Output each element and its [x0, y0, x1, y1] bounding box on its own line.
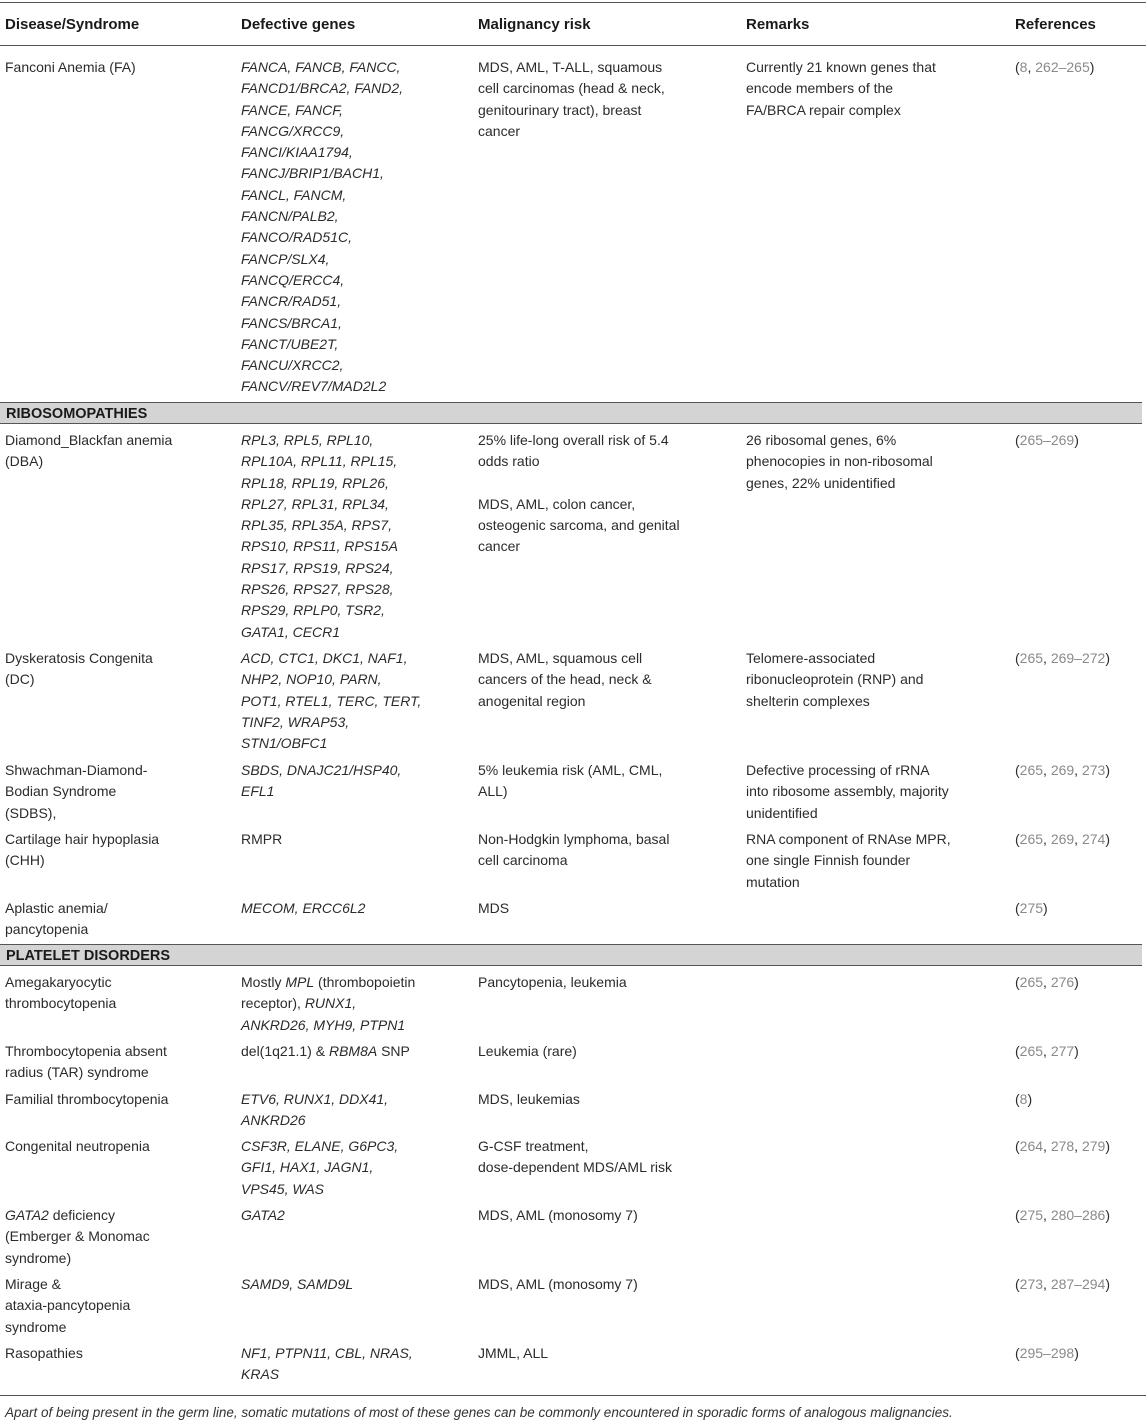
- table-footnote: Apart of being present in the germ line, somatic mutations of most of these genes can be commonly encountered in sporadic forms of analogous malignancies.: [5, 1405, 953, 1420]
- genes-line: [241, 972, 466, 993]
- reference-link[interactable]: 265: [1019, 974, 1044, 990]
- remarks-line: one single Finnish founder: [746, 852, 911, 869]
- references-cell: (264, 278, 279): [1015, 1138, 1110, 1154]
- genes-cell: [241, 57, 466, 398]
- genes-line: FANCO/RAD51C,: [241, 229, 352, 246]
- risk-line: MDS, AML (monosomy 7): [478, 1207, 638, 1223]
- reference-link[interactable]: 277: [1050, 1043, 1075, 1059]
- risk-cell: [478, 760, 733, 803]
- remarks-cell: [746, 829, 1001, 893]
- genes-line: FANCJ/BRIP1/BACH1,: [241, 165, 384, 182]
- genes-line: ETV6, RUNX1, DDX41,: [241, 1091, 389, 1107]
- risk-cell: [478, 1136, 733, 1179]
- ref-paren: ): [1027, 1091, 1033, 1107]
- genes-line: RPS17, RPS19, RPS24,: [241, 559, 394, 576]
- genes-line: STN1/OBFC1: [241, 735, 328, 752]
- disease-segment: (Emberger & Monomac: [5, 1228, 150, 1245]
- ref-paren: (: [1015, 650, 1020, 666]
- disease-line: ataxia-pancytopenia: [5, 1297, 131, 1314]
- disease-cell: [5, 898, 230, 941]
- disease-line: Bodian Syndrome: [5, 783, 117, 800]
- genes-cell: [241, 829, 466, 850]
- reference-link[interactable]: 262–265: [1035, 59, 1090, 75]
- remarks-line: 26 ribosomal genes, 6%: [746, 432, 897, 448]
- remarks-line: Currently 21 known genes that: [746, 59, 936, 75]
- disease-cell: [5, 1205, 230, 1269]
- genes-line: RPS29, RPLP0, TSR2,: [241, 602, 385, 619]
- risk-cell: [478, 1089, 733, 1110]
- reference-link[interactable]: 280–286: [1050, 1207, 1106, 1223]
- disease-line: [5, 1226, 230, 1247]
- genes-line: MECOM, ERCC6L2: [241, 900, 366, 916]
- disease-line: Cartilage hair hypoplasia: [5, 831, 160, 847]
- genes-segment: RUNX1,: [304, 995, 357, 1012]
- risk-cell: [478, 1343, 733, 1364]
- references-cell: (265, 269–272): [1015, 650, 1110, 666]
- disease-cell: [5, 760, 230, 824]
- references-cell: (265, 269, 274): [1015, 831, 1110, 847]
- risk-line: genitourinary tract), breast: [478, 101, 642, 118]
- risk-line: MDS, AML, squamous cell: [478, 650, 643, 666]
- remarks-line: genes, 22% unidentified: [746, 474, 896, 491]
- genes-line: RMPR: [241, 831, 283, 847]
- reference-link[interactable]: 8: [1019, 59, 1028, 75]
- ref-paren: (: [1015, 1043, 1020, 1059]
- header-risk: Malignancy risk: [478, 16, 591, 33]
- reference-link[interactable]: 269–272: [1050, 650, 1106, 666]
- references-cell: (8, 262–265): [1015, 59, 1095, 75]
- reference-link[interactable]: 265: [1019, 831, 1044, 847]
- genes-segment: MPL: [285, 974, 315, 990]
- genes-cell: [241, 1343, 466, 1386]
- ref-paren: (: [1015, 1276, 1020, 1292]
- genes-line: [241, 1015, 466, 1036]
- disease-cell: [5, 1343, 230, 1364]
- risk-line: Non-Hodgkin lymphoma, basal: [478, 831, 670, 847]
- genes-line: GFI1, HAX1, JAGN1,: [241, 1159, 374, 1176]
- genes-cell: [241, 1136, 466, 1200]
- disease-line: Fanconi Anemia (FA): [5, 59, 136, 75]
- risk-line: anogenital region: [478, 692, 586, 709]
- disease-line: Congenital neutropenia: [5, 1138, 150, 1154]
- remarks-cell: [746, 430, 1001, 494]
- references-cell: [1015, 430, 1145, 451]
- ref-paren: ): [1074, 1043, 1079, 1059]
- risk-cell: [478, 1041, 733, 1062]
- genes-line: FANCR/RAD51,: [241, 293, 342, 310]
- reference-link[interactable]: 278: [1050, 1138, 1075, 1154]
- risk-line: cancer: [478, 122, 521, 139]
- disease-cell: [5, 1274, 230, 1338]
- risk-cell: [478, 829, 733, 872]
- genes-cell: [241, 1089, 466, 1132]
- disease-cell: [5, 829, 230, 872]
- disease-line: pancytopenia: [5, 921, 89, 938]
- ref-paren: ): [1105, 831, 1110, 847]
- genes-line: RPS10, RPS11, RPS15A: [241, 538, 398, 555]
- disease-segment: GATA2: [5, 1207, 49, 1223]
- genes-segment: (thrombopoietin: [314, 974, 416, 990]
- references-cell: (275, 280–286): [1015, 1207, 1110, 1223]
- ref-paren: ): [1089, 59, 1095, 75]
- references-cell: (265, 269, 273): [1015, 762, 1110, 778]
- section-ribosomopathies: RIBOSOMOPATHIES: [0, 402, 1142, 424]
- ref-paren: (: [1015, 831, 1020, 847]
- reference-link[interactable]: 269: [1050, 762, 1075, 778]
- risk-line: JMML, ALL: [478, 1345, 549, 1361]
- remarks-line: into ribosome assembly, majority: [746, 783, 949, 800]
- risk-gap: [478, 473, 733, 494]
- references-cell: [1015, 898, 1145, 919]
- disease-line: [5, 1205, 230, 1226]
- disease-cell: [5, 57, 230, 78]
- disease-segment: deficiency: [48, 1207, 115, 1223]
- risk-cell: [478, 648, 733, 712]
- genes-line: GATA2: [241, 1207, 285, 1223]
- genes-cell: [241, 648, 466, 754]
- risk-line: 25% life-long overall risk of 5.4: [478, 432, 669, 448]
- genes-line: POT1, RTEL1, TERC, TERT,: [241, 692, 422, 709]
- references-cell: [1015, 1343, 1145, 1364]
- disease-line: Familial thrombocytopenia: [5, 1091, 169, 1107]
- genes-line: [241, 1041, 466, 1062]
- risk-line: MDS, AML (monosomy 7): [478, 1276, 638, 1292]
- ref-paren: (: [1015, 432, 1020, 448]
- disease-line: Rasopathies: [5, 1345, 83, 1361]
- disease-line: (DC): [5, 671, 35, 688]
- risk-cell: [478, 1205, 733, 1226]
- disease-cell: [5, 430, 230, 473]
- bottom-rule: [0, 1395, 1146, 1396]
- disease-line: Mirage &: [5, 1276, 62, 1292]
- remarks-cell: [746, 760, 1001, 824]
- reference-link[interactable]: 265: [1019, 1043, 1044, 1059]
- risk-line: Leukemia (rare): [478, 1043, 577, 1059]
- risk-line: MDS, AML, colon cancer,: [478, 495, 636, 512]
- genes-line: VPS45, WAS: [241, 1180, 325, 1197]
- ref-paren: ): [1074, 432, 1079, 448]
- genes-line: FANCI/KIAA1794,: [241, 144, 353, 161]
- reference-link[interactable]: 274: [1081, 831, 1106, 847]
- risk-line: MDS, leukemias: [478, 1091, 580, 1107]
- ref-paren: ): [1105, 762, 1110, 778]
- reference-link[interactable]: 275: [1019, 900, 1044, 916]
- reference-link[interactable]: 273: [1081, 762, 1106, 778]
- reference-link[interactable]: 279: [1081, 1138, 1106, 1154]
- risk-cell: [478, 57, 733, 142]
- disease-line: Thrombocytopenia absent: [5, 1043, 167, 1059]
- disease-cell: [5, 1136, 230, 1157]
- genes-segment: del(1q21.1) &: [241, 1043, 329, 1059]
- genes-cell: [241, 1274, 466, 1295]
- disease-line: radius (TAR) syndrome: [5, 1064, 149, 1081]
- genes-line: SBDS, DNAJC21/HSP40,: [241, 762, 402, 778]
- references-cell: (273, 287–294): [1015, 1276, 1110, 1292]
- reference-link[interactable]: 273: [1019, 1276, 1044, 1292]
- references-cell: [1015, 1089, 1145, 1110]
- genes-line: RPL10A, RPL11, RPL15,: [241, 453, 398, 470]
- header-genes: Defective genes: [241, 16, 356, 33]
- remarks-line: RNA component of RNAse MPR,: [746, 831, 951, 847]
- risk-line: MDS, AML, T-ALL, squamous: [478, 59, 663, 75]
- reference-link[interactable]: 275: [1019, 1207, 1044, 1223]
- disease-segment: syndrome): [5, 1249, 72, 1266]
- genes-line: FANCT/UBE2T,: [241, 335, 339, 352]
- genes-line: KRAS: [241, 1366, 280, 1383]
- risk-line: odds ratio: [478, 453, 540, 470]
- remarks-line: ribonucleoprotein (RNP) and: [746, 671, 924, 688]
- reference-link[interactable]: 264: [1019, 1138, 1044, 1154]
- reference-link[interactable]: 287–294: [1050, 1276, 1106, 1292]
- genes-line: RPS26, RPS27, RPS28,: [241, 581, 394, 598]
- disease-line: Aplastic anemia/: [5, 900, 108, 916]
- ref-paren: (: [1015, 59, 1020, 75]
- section-platelet-disorders: PLATELET DISORDERS: [0, 944, 1142, 966]
- risk-line: cancer: [478, 538, 521, 555]
- genes-line: EFL1: [241, 783, 275, 800]
- risk-line: dose-dependent MDS/AML risk: [478, 1159, 673, 1176]
- reference-link[interactable]: 265: [1019, 650, 1044, 666]
- remarks-line: unidentified: [746, 804, 818, 821]
- genes-line: FANCP/SLX4,: [241, 250, 330, 267]
- genes-line: NF1, PTPN11, CBL, NRAS,: [241, 1345, 413, 1361]
- top-rule: [0, 2, 1146, 3]
- genes-line: ANKRD26: [241, 1112, 306, 1129]
- remarks-line: phenocopies in non-ribosomal: [746, 453, 933, 470]
- remarks-cell: [746, 57, 1001, 121]
- genes-segment: ANKRD26, MYH9, PTPN1: [241, 1016, 406, 1033]
- risk-line: MDS: [478, 900, 510, 916]
- ref-paren: (: [1015, 1207, 1020, 1223]
- genes-line: TINF2, WRAP53,: [241, 713, 350, 730]
- ref-paren: ): [1074, 1345, 1079, 1361]
- genes-segment: RBM8A: [328, 1043, 378, 1059]
- remarks-line: Telomere-associated: [746, 650, 876, 666]
- remarks-line: encode members of the: [746, 80, 894, 97]
- disease-line: Diamond_Blackfan anemia: [5, 432, 173, 448]
- ref-paren: (: [1015, 1091, 1020, 1107]
- risk-cell: [478, 1274, 733, 1295]
- genes-cell: [241, 430, 466, 643]
- disease-cell: [5, 648, 230, 691]
- genes-line: FANCU/XRCC2,: [241, 357, 344, 374]
- genes-cell: [241, 1041, 466, 1062]
- disease-line: [5, 1248, 230, 1269]
- genes-line: ACD, CTC1, DKC1, NAF1,: [241, 650, 408, 666]
- genes-line: RPL18, RPL19, RPL26,: [241, 474, 389, 491]
- remarks-line: FA/BRCA repair complex: [746, 101, 901, 118]
- disease-line: Shwachman-Diamond-: [5, 762, 148, 778]
- header-rule: [0, 45, 1146, 46]
- reference-link[interactable]: 8: [1019, 1091, 1028, 1107]
- risk-line: osteogenic sarcoma, and genital: [478, 517, 680, 534]
- disease-line: Amegakaryocytic: [5, 974, 112, 990]
- disease-line: (CHH): [5, 852, 45, 869]
- remarks-line: shelterin complexes: [746, 692, 870, 709]
- disease-cell: [5, 972, 230, 1015]
- header-remarks: Remarks: [746, 16, 810, 33]
- risk-line: ALL): [478, 783, 508, 800]
- genes-line: FANCN/PALB2,: [241, 208, 339, 225]
- risk-cell: [478, 972, 733, 993]
- risk-line: cancers of the head, neck &: [478, 671, 652, 688]
- disease-line: thrombocytopenia: [5, 995, 117, 1012]
- genes-line: FANCL, FANCM,: [241, 186, 347, 203]
- ref-paren: (: [1015, 762, 1020, 778]
- disease-line: (SDBS),: [5, 804, 57, 821]
- genes-line: [241, 993, 466, 1014]
- genes-cell: [241, 1205, 466, 1226]
- ref-paren: ): [1105, 1138, 1110, 1154]
- disease-line: Dyskeratosis Congenita: [5, 650, 153, 666]
- genes-line: FANCA, FANCB, FANCC,: [241, 59, 401, 75]
- genes-line: FANCD1/BRCA2, FAND2,: [241, 80, 404, 97]
- reference-link[interactable]: 295–298: [1019, 1345, 1075, 1361]
- ref-paren: ): [1043, 900, 1048, 916]
- genes-line: FANCE, FANCF,: [241, 101, 343, 118]
- ref-paren: (: [1015, 1345, 1020, 1361]
- genes-line: RPL27, RPL31, RPL34,: [241, 495, 389, 512]
- ref-paren: ): [1105, 1276, 1110, 1292]
- genes-line: FANCQ/ERCC4,: [241, 271, 345, 288]
- genes-segment: receptor),: [241, 995, 305, 1012]
- header-references: References: [1015, 16, 1096, 33]
- risk-cell: [478, 898, 733, 919]
- genes-line: RPL35, RPL35A, RPS7,: [241, 517, 392, 534]
- ref-paren: (: [1015, 1138, 1020, 1154]
- risk-line: cell carcinomas (head & neck,: [478, 80, 665, 97]
- ref-paren: (: [1015, 900, 1020, 916]
- risk-line: Pancytopenia, leukemia: [478, 974, 627, 990]
- remarks-cell: [746, 648, 1001, 712]
- disease-cell: [5, 1041, 230, 1084]
- genes-cell: [241, 898, 466, 919]
- disease-cell: [5, 1089, 230, 1110]
- reference-link[interactable]: 269: [1050, 831, 1075, 847]
- genes-segment: SNP: [377, 1043, 410, 1059]
- disease-line: syndrome: [5, 1318, 67, 1335]
- genes-line: NHP2, NOP10, PARN,: [241, 671, 382, 688]
- risk-line: cell carcinoma: [478, 852, 568, 869]
- genes-line: FANCG/XRCC9,: [241, 122, 345, 139]
- reference-link[interactable]: 276: [1050, 974, 1075, 990]
- ref-paren: ): [1105, 1207, 1110, 1223]
- disease-line: (DBA): [5, 453, 44, 470]
- genes-line: FANCV/REV7/MAD2L2: [241, 378, 387, 395]
- risk-line: 5% leukemia risk (AML, CML,: [478, 762, 663, 778]
- remarks-line: mutation: [746, 873, 800, 890]
- ref-paren: ): [1105, 650, 1110, 666]
- genes-cell: [241, 972, 466, 1036]
- genes-line: SAMD9, SAMD9L: [241, 1276, 354, 1292]
- genes-cell: [241, 760, 466, 803]
- references-cell: (265, 276): [1015, 974, 1079, 990]
- reference-link[interactable]: 265–269: [1019, 432, 1075, 448]
- header-disease: Disease/Syndrome: [5, 16, 140, 33]
- genes-line: GATA1, CECR1: [241, 623, 341, 640]
- ref-paren: ): [1074, 974, 1079, 990]
- genes-segment: Mostly: [241, 974, 286, 990]
- genes-line: CSF3R, ELANE, G6PC3,: [241, 1138, 399, 1154]
- ref-paren: (: [1015, 974, 1020, 990]
- genes-line: RPL3, RPL5, RPL10,: [241, 432, 374, 448]
- genes-line: FANCS/BRCA1,: [241, 314, 342, 331]
- risk-cell: [478, 430, 733, 558]
- references-cell: (265, 277): [1015, 1043, 1079, 1059]
- risk-line: G-CSF treatment,: [478, 1138, 589, 1154]
- reference-link[interactable]: 265: [1019, 762, 1044, 778]
- remarks-line: Defective processing of rRNA: [746, 762, 930, 778]
